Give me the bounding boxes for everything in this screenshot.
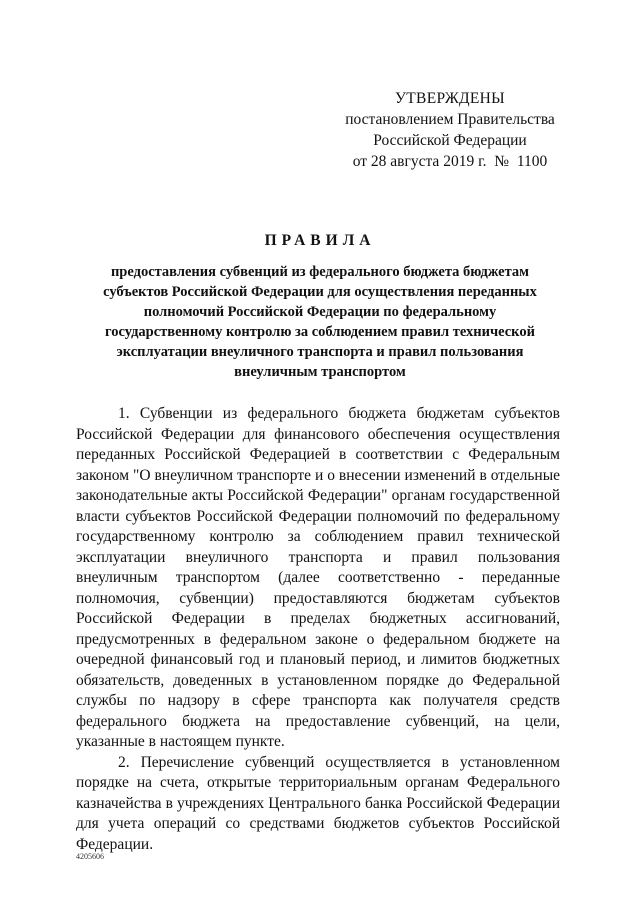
document-subtitle (60, 262, 580, 382)
approval-line-decree: постановлением Правительства (345, 111, 555, 128)
approval-heading: УТВЕРЖДЕНЫ (395, 90, 505, 107)
paragraph-1: 1. Субвенции из федерального бюджета бюджетам субъектов Российской Федерации для финансового обеспечения осуществления переданных Российской Федерацией в соответствии с Федеральным законом "О внеуличном транспорте и о внесении изменений в отдельные законодательные акты Российской Федерации" органам государственной власти субъектов Российской Федерации полномочий по федеральному государственному контролю за соблюдением правил технической эксплуатации внеуличного транспорта и правил пользования внеуличным транспортом (далее соответственно - переданные полномочия, субвенции) предоставляются бюджетам субъектов Российской Федерации в пределах бюджетных ассигнований, предусмотренных в федеральном законе о федеральном бюджете на очередной финансовый год и плановый период, и лимитов бюджетных обязательств, доведенных в установленном порядке до Федеральной службы по надзору в сфере транспорта как получателя средств федерального бюджета на предоставление субвенций, на цели, указанные в настоящем пункте. (76, 405, 560, 750)
subtitle-line: эксплуатации внеуличного транспорта и правил пользования (116, 344, 524, 360)
document-title: ПРАВИЛА (264, 232, 376, 249)
subtitle-line: предоставления субвенций из федерального бюджета бюджетам (110, 264, 530, 280)
paragraph-2: 2. Перечисление субвенций осуществляется в установленном порядке на счета, открытые территориальным органам Федерального казначейства в учреждениях Центрального банка Российской Федерации для учета операций со средствами бюджетов субъектов Российской Федерации. (76, 753, 560, 853)
subtitle-line: полномочий Российской Федерации по федеральному (143, 304, 497, 320)
document-body (76, 404, 560, 855)
subtitle-line: субъектов Российской Федерации для осуществления переданных (103, 284, 537, 300)
subtitle-line: внеуличным транспортом (234, 364, 406, 380)
approval-line-government: Российской Федерации (373, 132, 527, 149)
document-code: 4205606 (76, 852, 104, 861)
approval-stamp-block (330, 88, 570, 172)
approval-line-date-number: от 28 августа 2019 г. № 1100 (352, 153, 548, 170)
subtitle-line: государственному контролю за соблюдением правил технической (105, 324, 535, 340)
